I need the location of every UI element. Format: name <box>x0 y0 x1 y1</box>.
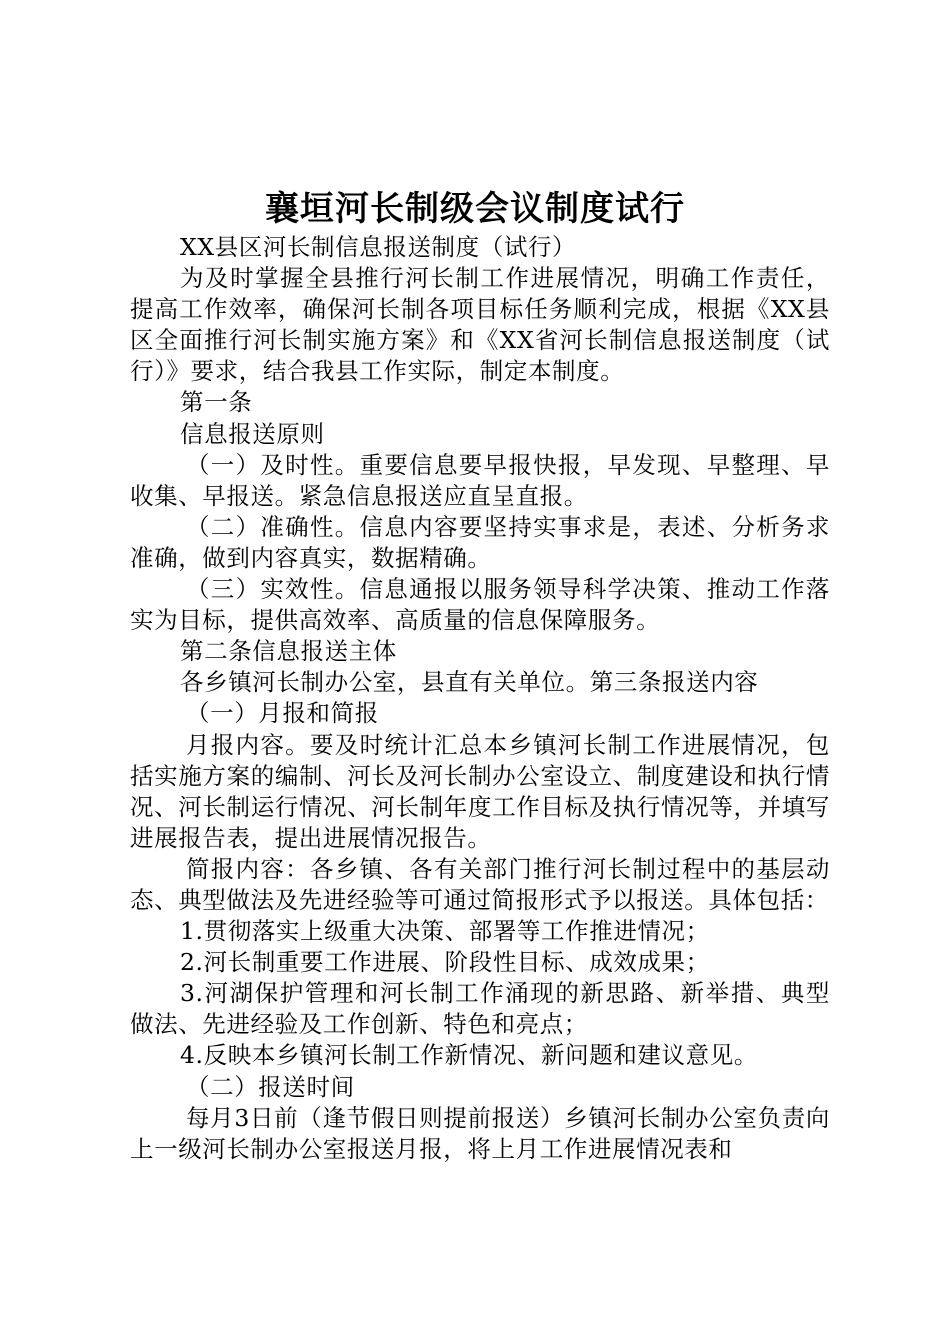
paragraph-effectiveness: （三）实效性。信息通报以服务领导科学决策、推动工作落实为目标，提供高效率、高质量的信息保障服务。 <box>130 575 830 635</box>
paragraph-article-2: 第二条信息报送主体 <box>180 637 397 666</box>
paragraph-timeliness: （一）及时性。重要信息要早报快报，早发现、早整理、早收集、早报送。紧急信息报送应直呈直报。 <box>130 450 830 510</box>
list-item: 2.河长制重要工作进展、阶段性目标、成效成果； <box>180 948 710 977</box>
paragraph-subtitle: XX县区河长制信息报送制度（试行） <box>180 233 577 261</box>
paragraph-time-content: 每月3日前（逢节假日则提前报送）乡镇河长制办公室负责向上一级河长制办公室报送月报，将上月工作进展情况表和 <box>130 1103 830 1163</box>
paragraph-brief-content: 简报内容：各乡镇、各有关部门推行河长制过程中的基层动态、典型做法及先进经验等可通过简报形式予以报送。具体包括： <box>130 854 830 914</box>
paragraph-time-heading: （二）报送时间 <box>186 1072 355 1101</box>
paragraph-monthly-brief-heading: （一）月报和简报 <box>186 699 379 728</box>
paragraph-principles-heading: 信息报送原则 <box>180 419 325 448</box>
paragraph-reporting-units: 各乡镇河长制办公室，县直有关单位。第三条报送内容 <box>180 668 759 697</box>
list-item: 3.河湖保护管理和河长制工作涌现的新思路、新举措、典型做法、先进经验及工作创新、特色和亮点； <box>130 979 830 1039</box>
paragraph-accuracy: （二）准确性。信息内容要坚持实事求是，表述、分析务求准确，做到内容真实，数据精确。 <box>130 512 830 572</box>
paragraph-article-1: 第一条 <box>180 388 253 417</box>
list-item: 1.贯彻落实上级重大决策、部署等工作推进情况； <box>180 917 710 946</box>
paragraph-intro: 为及时掌握全县推行河长制工作进展情况，明确工作责任，提高工作效率，确保河长制各项目标任务顺利完成，根据《XX县区全面推行河长制实施方案》和《XX省河长制信息报送制度（试行）》要求，结合我县工作实际，制定本制度。 <box>130 264 830 386</box>
document-body <box>130 232 830 1165</box>
document-title: 襄垣河长制级会议制度试行 <box>265 189 685 229</box>
paragraph-monthly-content: 月报内容。要及时统计汇总本乡镇河长制工作进展情况，包括实施方案的编制、河长及河长制办公室设立、制度建设和执行情况、河长制运行情况、河长制年度工作目标及执行情况等，并填写进展报告表，提出进展情况报告。 <box>130 730 830 852</box>
list-item: 4.反映本乡镇河长制工作新情况、新问题和建议意见。 <box>180 1041 758 1070</box>
